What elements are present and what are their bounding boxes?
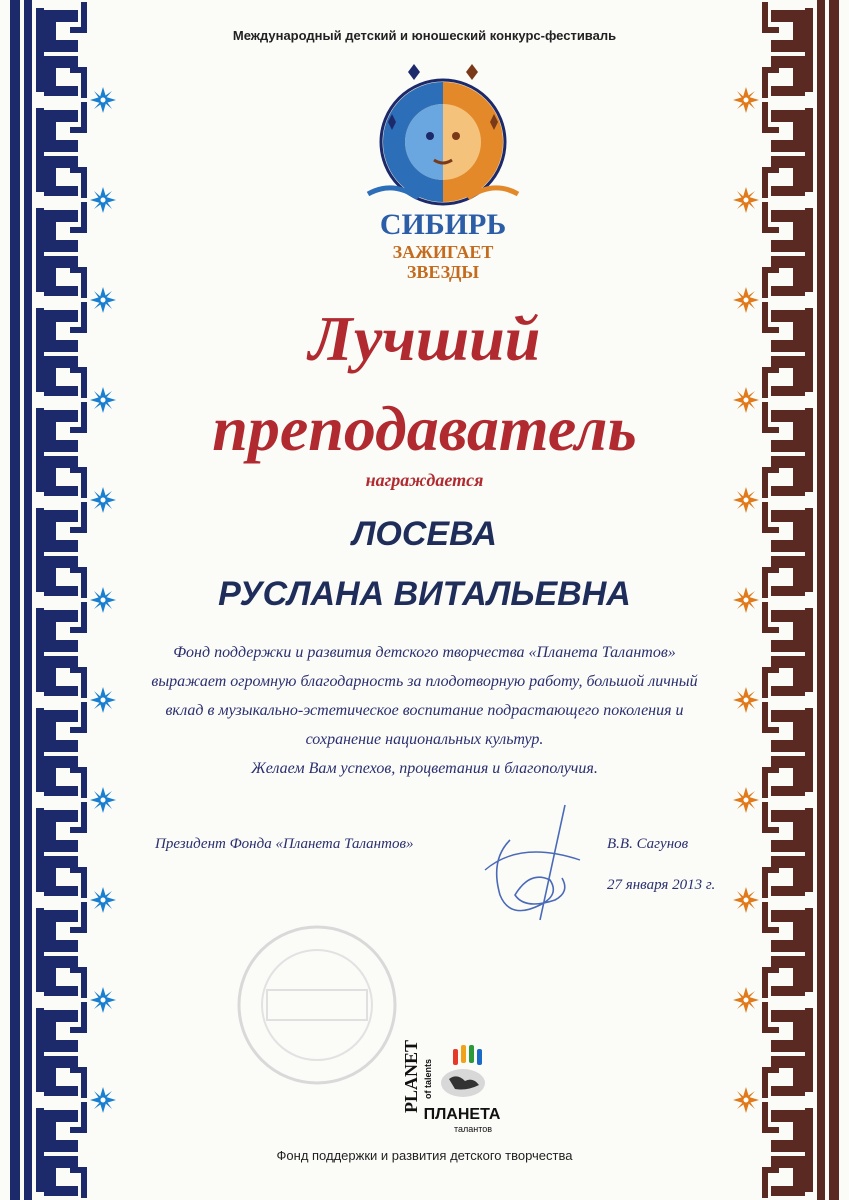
gratitude-line: вклад в музыкально-эстетическое воспитание подрастающего поколения и xyxy=(165,702,684,719)
gratitude-line: выражает огромную благодарность за плодотворную работу, большой личный xyxy=(151,673,698,690)
planet-vertical-text: PLANET xyxy=(401,1039,421,1113)
right-ornament-border xyxy=(719,0,849,1200)
recipient-surname: ЛОСЕВА xyxy=(352,515,497,553)
logo-subtitle-1: ЗАЖИГАЕТ xyxy=(392,242,494,262)
award-title-line1: Лучший xyxy=(308,303,541,374)
gratitude-line: сохранение национальных культур. xyxy=(305,731,544,748)
issue-date: 27 января 2013 г. xyxy=(607,877,716,893)
signer-name: В.В. Сагунов xyxy=(607,836,689,852)
gratitude-line: Фонд поддержки и развития детского творчества «Планета Талантов» xyxy=(173,644,676,661)
wishes-line: Желаем Вам успехов, процветания и благополучия. xyxy=(251,760,598,777)
recipient-given-names: РУСЛАНА ВИТАЛЬЕВНА xyxy=(218,575,631,613)
planet-talents-logo xyxy=(395,1035,505,1145)
foundation-caption: Фонд поддержки и развития детского творчества xyxy=(276,1148,573,1163)
handwritten-signature xyxy=(470,800,590,930)
faded-seal-stamp xyxy=(222,920,412,1090)
gratitude-text xyxy=(110,638,739,783)
festival-caption: Международный детский и юношеский конкурс-фестиваль xyxy=(232,28,617,43)
logo-subtitle-2: ЗВЕЗДЫ xyxy=(406,262,480,282)
awarded-label: награждается xyxy=(365,470,484,490)
logo-title: СИБИРЬ xyxy=(379,208,507,241)
left-ornament-border xyxy=(0,0,130,1200)
festival-logo xyxy=(348,52,538,282)
award-title-line2: преподаватель xyxy=(212,393,637,464)
planet-logo-name: ПЛАНЕТА xyxy=(423,1106,501,1123)
planet-logo-subname: талантов xyxy=(453,1124,493,1134)
planet-of-talents: of talents xyxy=(423,1058,433,1099)
president-title: Президент Фонда «Планета Талантов» xyxy=(155,836,414,852)
